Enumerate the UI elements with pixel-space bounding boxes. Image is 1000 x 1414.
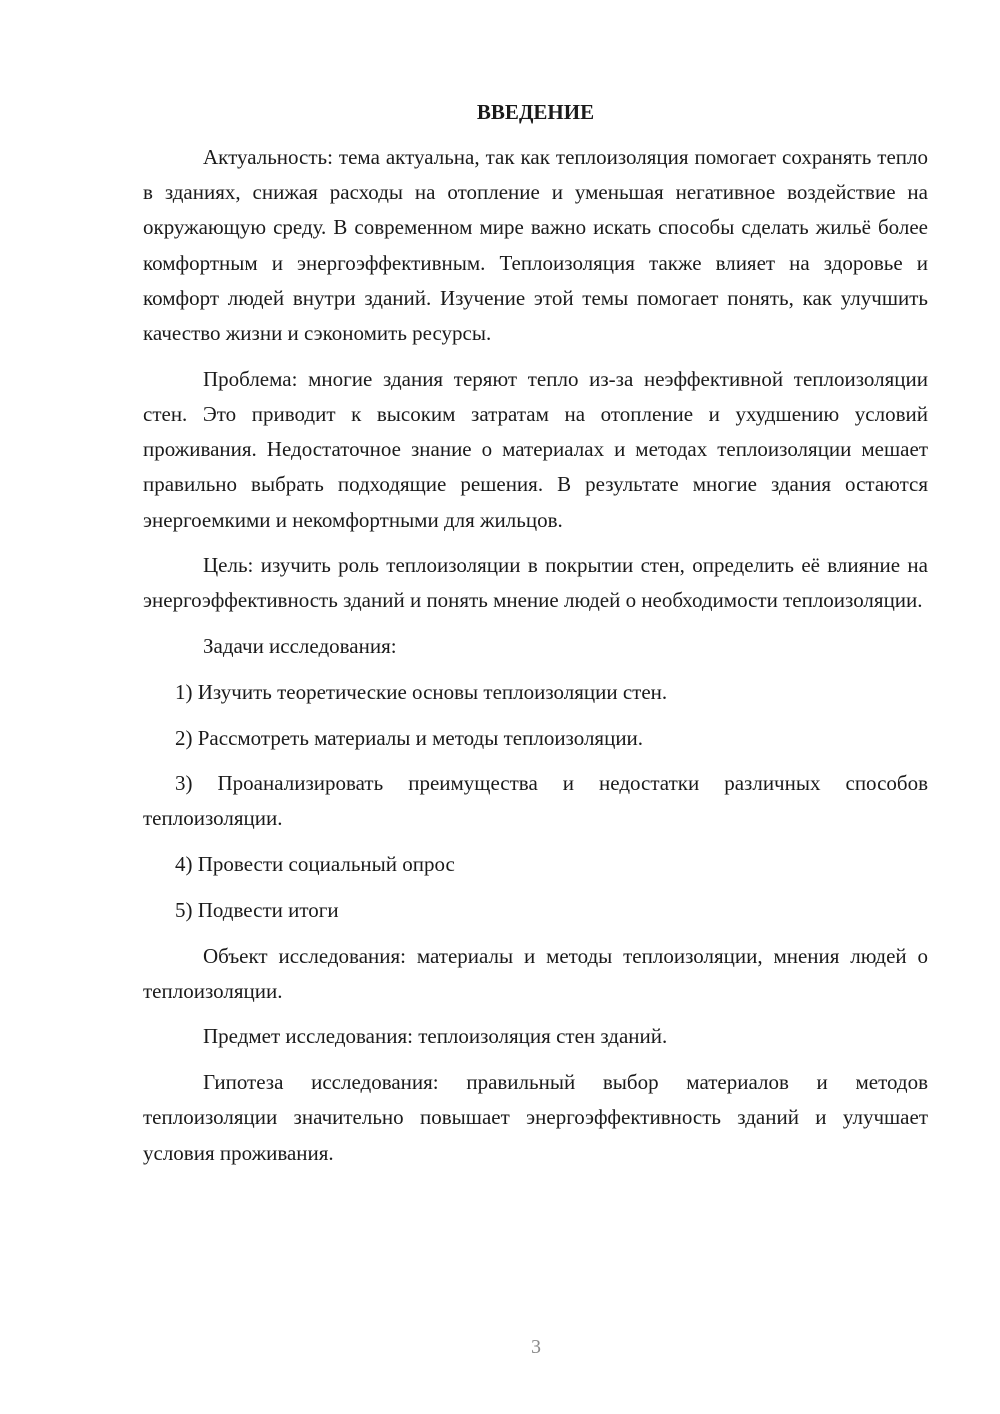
paragraph-hypothesis: Гипотеза исследования: правильный выбор материалов и методов теплоизоляции значительно повышает энергоэффективность зданий и улучшает условия проживания. — [143, 1070, 928, 1165]
page-content — [143, 95, 928, 1181]
task-item-1: 1) Изучить теоретические основы теплоизоляции стен. — [175, 679, 668, 704]
paragraph-object: Объект исследования: материалы и методы теплоизоляции, мнения людей о теплоизоляции. — [143, 943, 928, 1003]
tasks-list — [143, 675, 928, 928]
task-item-3: 3) Проанализировать преимущества и недостатки различных способов теплоизоляции. — [143, 771, 928, 831]
task-item-5: 5) Подвести итоги — [175, 897, 339, 922]
paragraph-subject: Предмет исследования: теплоизоляция стен зданий. — [203, 1024, 668, 1049]
tasks-heading: Задачи исследования: — [203, 634, 397, 659]
paragraph-goal: Цель: изучить роль теплоизоляции в покрытии стен, определить её влияние на энергоэффективность зданий и понять мнение людей о необходимости теплоизоляции. — [143, 553, 928, 613]
task-item-4: 4) Провести социальный опрос — [175, 852, 455, 877]
section-title: ВВЕДЕНИЕ — [476, 100, 595, 124]
task-item-2: 2) Рассмотреть материалы и методы теплоизоляции. — [175, 725, 644, 750]
paragraph-problem: Проблема: многие здания теряют тепло из-за неэффективной теплоизоляции стен. Это приводит к высоким затратам на отопление и ухудшению условий проживания. Недостаточное знание о материалах и методах теплоизоляции мешает правильно выбрать подходящие решения. В результате многие здания остаются энергоемкими и некомфортными для жильцов. — [143, 366, 928, 532]
paragraph-relevance: Актуальность: тема актуальна, так как теплоизоляция помогает сохранять тепло в зданиях, снижая расходы на отопление и уменьшая негативное воздействие на окружающую среду. В современном мире важно искать способы сделать жильё более комфортным и энергоэффективным. Теплоизоляция также влияет на здоровье и комфорт людей внутри зданий. Изучение этой темы помогает понять, как улучшить качество жизни и сэкономить ресурсы. — [143, 145, 928, 346]
page-number: 3 — [531, 1336, 541, 1358]
